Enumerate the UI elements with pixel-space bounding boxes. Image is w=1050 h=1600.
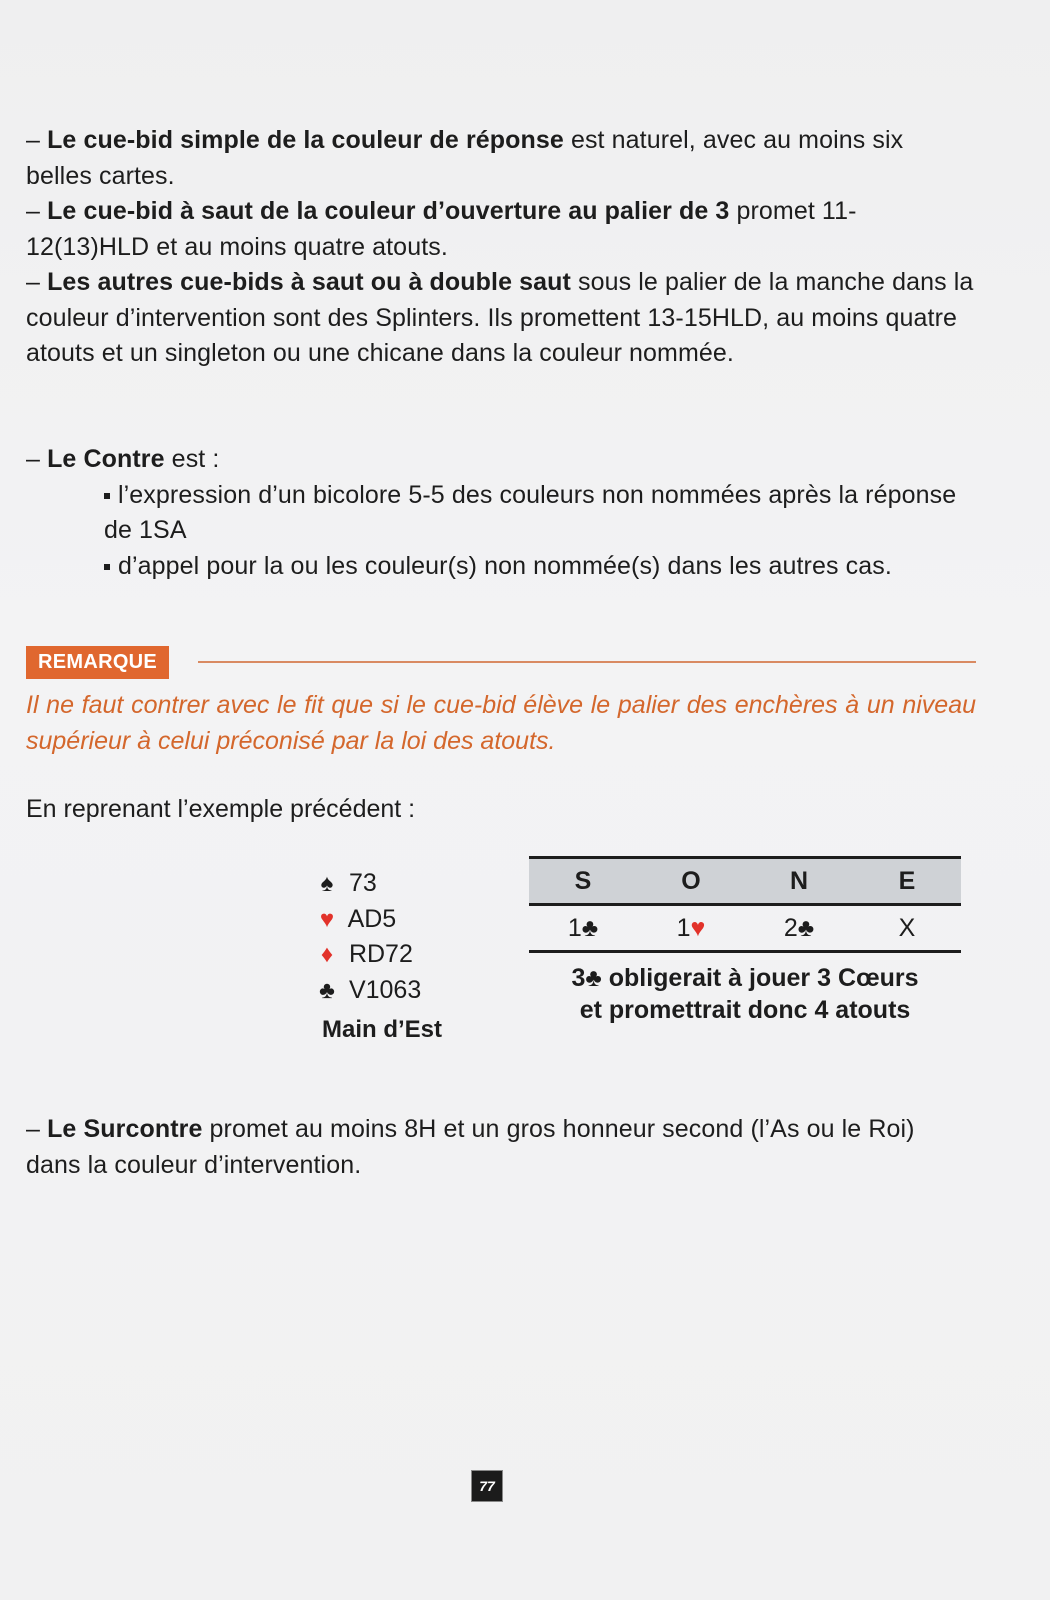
bid-north: 2♣ <box>783 913 815 942</box>
hand-suit-row: ♠ 73 <box>312 866 421 902</box>
divider <box>198 661 976 663</box>
bid-west: 1♥ <box>676 913 706 942</box>
caption-line: et promettrait donc 4 atouts <box>579 996 911 1024</box>
page-number: 77 <box>471 1470 503 1502</box>
seat-north: N <box>789 866 809 895</box>
contre-bullet: l’expression d’un bicolore 5-5 des couleurs non nommées après la réponse de 1SA <box>104 480 957 544</box>
bid-east-double: X <box>898 913 916 942</box>
bullet-icon <box>104 493 110 499</box>
east-hand <box>312 866 421 1008</box>
hand-label: Main d’Est <box>322 1016 443 1043</box>
cue-bid-rules <box>26 123 976 372</box>
surcontre-rule: – Le Surcontre promet au moins 8H et un gros honneur second (l’As ou le Roi) dans la couleur d’intervention. <box>26 1115 915 1179</box>
contre-rule <box>26 442 976 584</box>
heart-icon: ♥ <box>690 913 706 942</box>
rule-jump-cue-bid: – Le cue-bid à saut de la couleur d’ouverture au palier de 3 promet 11-12(13)HLD et au moins quatre atouts. <box>26 197 857 261</box>
remarque-badge: REMARQUE <box>26 646 169 679</box>
remarque-header <box>26 646 976 682</box>
bidding-row <box>529 906 961 953</box>
caption-line: 3♣ obligerait à jouer 3 Cœurs <box>571 964 919 992</box>
seat-south: S <box>574 866 592 895</box>
club-icon: ♣ <box>797 913 815 942</box>
bidding-table <box>529 856 961 953</box>
bullet-icon <box>104 564 110 570</box>
spade-icon: ♠ <box>320 870 334 897</box>
hand-suit-row: ♥ AD5 <box>312 902 421 938</box>
hand-suit-row: ♦ RD72 <box>312 937 421 973</box>
rule-splinters: – Les autres cue-bids à saut ou à double saut sous le palier de la manche dans la couleur d’intervention sont des Splinters. Ils promettent 13-15HLD, au moins quatre atouts et un singleton ou une chicane dans la couleur nommée. <box>26 268 974 367</box>
club-icon: ♣ <box>319 976 335 1004</box>
bid-south: 1♣ <box>567 913 599 942</box>
bidding-header <box>529 856 961 906</box>
club-icon: ♣ <box>581 913 599 942</box>
contre-bullet: d’appel pour la ou les couleur(s) non nommée(s) dans les autres cas. <box>26 549 976 585</box>
example-intro: En reprenant l’exemple précédent : <box>26 795 416 823</box>
heart-icon: ♥ <box>319 905 335 933</box>
contre-intro: – Le Contre est : <box>26 445 220 473</box>
bidding-caption <box>529 962 961 1026</box>
hand-suit-row: ♣ V1063 <box>312 973 421 1009</box>
diamond-icon: ♦ <box>320 941 334 968</box>
rule-simple-cue-bid: – Le cue-bid simple de la couleur de réponse est naturel, avec au moins six belles cartes. <box>26 126 904 190</box>
remarque-text: Il ne faut contrer avec le fit que si le cue-bid élève le palier des enchères à un niveau supérieur à celui préconisé par la loi des atouts. <box>26 691 976 755</box>
seat-east: E <box>898 866 916 895</box>
club-icon: ♣ <box>585 964 602 992</box>
seat-west: O <box>681 866 701 895</box>
